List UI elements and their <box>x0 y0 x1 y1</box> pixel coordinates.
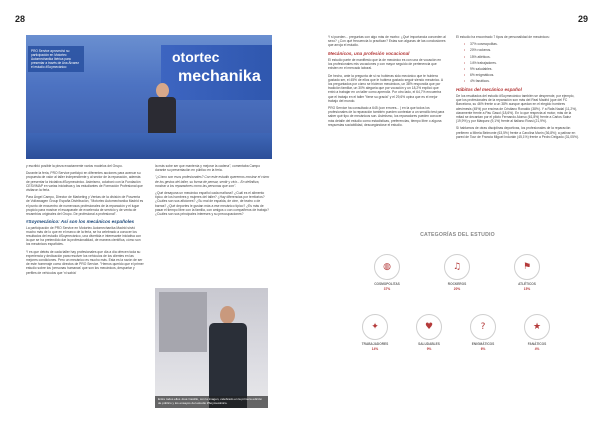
paragraph: Si hablamos de otras disciplinas deportivas, los profesionales de la reparación prefieren a Mireia Belmonte (63,5%) frente a Carolina Marín (36,8%); a patinar en pared de Tour de Francia Miguel Induráin (45,1%) frente a Pedro Delgado (31,05%). <box>456 126 579 139</box>
categories-infographic <box>335 218 580 408</box>
section-heading: Mecánicos, una profesión vocacional <box>328 50 410 56</box>
list-item: • 20% rockeros. <box>464 48 580 52</box>
category-percent: 20% <box>453 286 461 291</box>
category-percent: 15% <box>523 286 531 291</box>
speaker-head <box>220 306 235 324</box>
category-label: ROCKEROS <box>447 282 467 286</box>
globe-icon: ◍ <box>383 262 391 272</box>
category-percent: 37% <box>383 286 391 291</box>
paragraph: ¿Qué desayuna un mecánico español cada mañana? ¿Cuál es el alimento típico de los hombres y mujeres del taller? ¿Hay diferencias por territorios? ¿Cuáles son sus aficiones? ¿Su mal de espalda, de cine, de teatro o de barras? ¿Qué deportes le gustan más a ese mecánico típico? ¿Es más de pasar el tiempo libre con la familia, con amigos o con compañeros de trabajo? ¿Cuáles son sus principales intereses y su preocupaciones? <box>155 191 269 217</box>
photo-caption: PRO Service aprovechó su participación en Motortec Automechanika Ibérica para presentar a través de Ana Álvarez el estudio #Soymecánico <box>28 46 84 72</box>
category-label: FANÁTICOS <box>527 342 547 346</box>
paragraph: De hecho, ante la pregunta de si no hubieras sido mecánico que te hubiera gustado ser, el 45% de ellos que le hubiera gustado seguir siendo mecánico. A los preguntados por cómo se hicieron mecánicos, un 38% respondía que por tradición familiar, un 30% alegaría que por vocación y un 18,2% explicó que entró a trabajar en un taller como aprendiz. Por otro lado, el 64,7% encuentra que el trabajo en el taller "tiene su gracia" y el 29,6% opina que es el mejor trabajo del mundo. <box>328 73 443 103</box>
paragraph: El estudio parte de manifiesto que la de mecánico es con una de vocación en los profesionales mis vocaciones y con mayor seguido de pertenencia que existen en el mercado laboral. <box>328 58 442 71</box>
projection-screen <box>159 292 207 352</box>
paragraph: PRO Service ha consultado a 645 (con errores... ) en la que todos los profesionales de la reparación también pueden contestar a un sencillo test para saber qué tipo de mecánicos son. Asimismo, los reparadores pueden conocer más detalle del estudio como estadísticas, preferencias, tiempo libre o alguna respuestas sociabilidad, descargándose el estudio. <box>328 106 445 127</box>
runner-icon: ⚑ <box>522 262 532 272</box>
speaker-body <box>209 323 247 408</box>
infographic-title: CATEGORÍAS DEL ESTUDIO <box>420 232 495 238</box>
category-percent: 6% <box>480 346 486 351</box>
category-circle <box>524 314 550 340</box>
category-percent: 9% <box>426 346 432 351</box>
stage <box>26 133 272 159</box>
category-circle <box>470 314 496 340</box>
guitar-icon: ♫ <box>452 262 462 272</box>
category-circle <box>416 314 442 340</box>
section-heading: #Soymecánico: Así son los mecánicos españoles <box>26 219 135 225</box>
category-percent: 4% <box>534 346 540 351</box>
paragraph: La participación de PRO Service en Motortec Automechanika Madrid sirvió mucho más de lo que en el marco de la feria, se ha celebrado a conocer los resultados del estudio #Soymecánico, una divertida e interesante iniciativa con la que se ha pretendido dar la profesionalidad, de manera científica, cómo son los mecánicos españoles. <box>26 225 142 247</box>
list-item: • 14% trabajadores. <box>464 61 580 65</box>
paragraph: Y si pueden... preguntas con algo más de morbo: ¿Qué importancia conceden al sexo? ¿Con qué frecuencia lo practican? Estas son algunas de las conclusiones que arroja el estudio. <box>328 35 446 48</box>
speaker-photo <box>155 288 268 408</box>
quote-paragraph: "¿Cómo son esos profesionales? Con este estudio queremos mostrar el cómo de los gestos del taller, su forma de pensar, sentir y vivir... En definitiva, mostrar a los reparadores como las personas que son". <box>155 175 270 188</box>
list-item: • 15% atléticos. <box>464 55 580 59</box>
category-circle <box>514 254 540 280</box>
brand-text-1: otortec <box>172 49 220 65</box>
category-item <box>365 254 409 291</box>
personality-list <box>464 42 580 83</box>
section-heading: Hábitos del mecánico español <box>456 86 522 92</box>
category-label: ATLÉTICOS <box>518 282 536 286</box>
page-number-left: 28 <box>15 14 26 24</box>
category-label: SALUDABLES <box>418 342 440 346</box>
paragraph: De los resultados del estudio #Soymecánico también se desprende, por ejemplo, que los profesionales de la reparación son más del Real Madrid (que del FC Barcelona, su 46% frente a un 38% aunque quedan en el elegido hombres alevirnesis (45%) por encima de Cristiano Ronaldo (38%). Y a Rafa Nadal (11,2%), claramente frente a Pau Gasol (18,6%). En lo que respecta al motor, más de la mitad se decantan por el piloto Fernando Alonso (61,8%) frente a Carlos Sainz (19,9%) y por Márquez (9,1%) frente al italiano Rossi (21,9%). <box>456 94 578 124</box>
category-item <box>407 314 451 351</box>
list-item: • 37% cosmopolitas. <box>464 42 580 46</box>
category-item <box>435 254 479 291</box>
list-item: • 9% saludables. <box>464 67 580 71</box>
paragraph: Y es que detrás de cada taller hay profesionales que día a día ofrecen toda su experiencia y dedicación para resolver los vehículos de los clientes en las mejores condiciones. Pero un mecánico es mucho más. Esta es la razón de ser de este homenaje como directos de PRO Service. "Hemos querido que el primer estudio sobre los 'personas humanas' que son los mecánicos, despuntar y perfiles de vehículos que 'ni sabía' <box>26 249 144 275</box>
category-label: TRABAJADORES <box>361 342 389 346</box>
category-label: COSMOPOLITAS <box>374 282 400 286</box>
category-item <box>461 314 505 351</box>
wrench-icon: ✦ <box>371 322 379 332</box>
speaker-figure <box>205 306 251 408</box>
category-label: ENIGMÁTICOS <box>471 342 495 346</box>
photo-caption: Entre todos ellos José Castillo, con la imagen, celebrado en la primera edición de público y los ensayos del estudio #Soymecánico. <box>155 396 268 408</box>
column-1 <box>26 164 144 278</box>
star-icon: ★ <box>532 322 542 332</box>
category-circle <box>362 314 388 340</box>
paragraph: la más sobe ser que mantenía y mejorar la cadena", comentaba Campo durante su presentación en público en la feria. <box>155 164 261 173</box>
column-2 <box>155 164 271 219</box>
brand-text-2: mechanika <box>178 68 261 85</box>
category-item <box>353 314 397 351</box>
category-item <box>505 254 549 291</box>
heart-icon: ♥ <box>424 322 434 332</box>
paragraph: Para Ángel Campo, Director de Marketing y Ventas de la división de Posventa de Volkswagen Group España Distribución, "Motortec Automechanika Madrid es el punto de encuentro de numerosos profesionales de la reparación y el lugar propicio para mostrar el escaparate de excelencia de servicio y de venta de recambios originales del Grupo. De profesional a profesional". <box>26 195 144 217</box>
column-4 <box>456 35 580 142</box>
question-icon: ? <box>480 322 486 332</box>
paragraph: Durante la feria, PRO Service participó en diferentes acciones para acercar su propuesta de valor al taller independiente y al sector de la reparación, además de presentar la iniciativa #Soymecánico. Asimismo, colaboró con la Fundación CESVIMAP en varias iniciativas y los estudiantes de Formación Profesional que visitaron la feria. <box>26 171 143 193</box>
category-circle <box>374 254 400 280</box>
category-percent: 14% <box>371 346 379 351</box>
list-item: • 6% enigmáticos. <box>464 73 580 77</box>
category-item <box>515 314 559 351</box>
presenter-head <box>156 83 169 98</box>
paragraph: y escribió posible la pieza exactamente varios modelos del Grupo. <box>26 164 123 168</box>
page-number-right: 29 <box>578 14 589 24</box>
category-circle <box>444 254 470 280</box>
list-item: • 4% fanáticos. <box>464 79 580 83</box>
column-3 <box>328 35 446 130</box>
paragraph: El estudio ha encontrado 7 tipos de personalidad de mecánicos: <box>456 35 550 39</box>
